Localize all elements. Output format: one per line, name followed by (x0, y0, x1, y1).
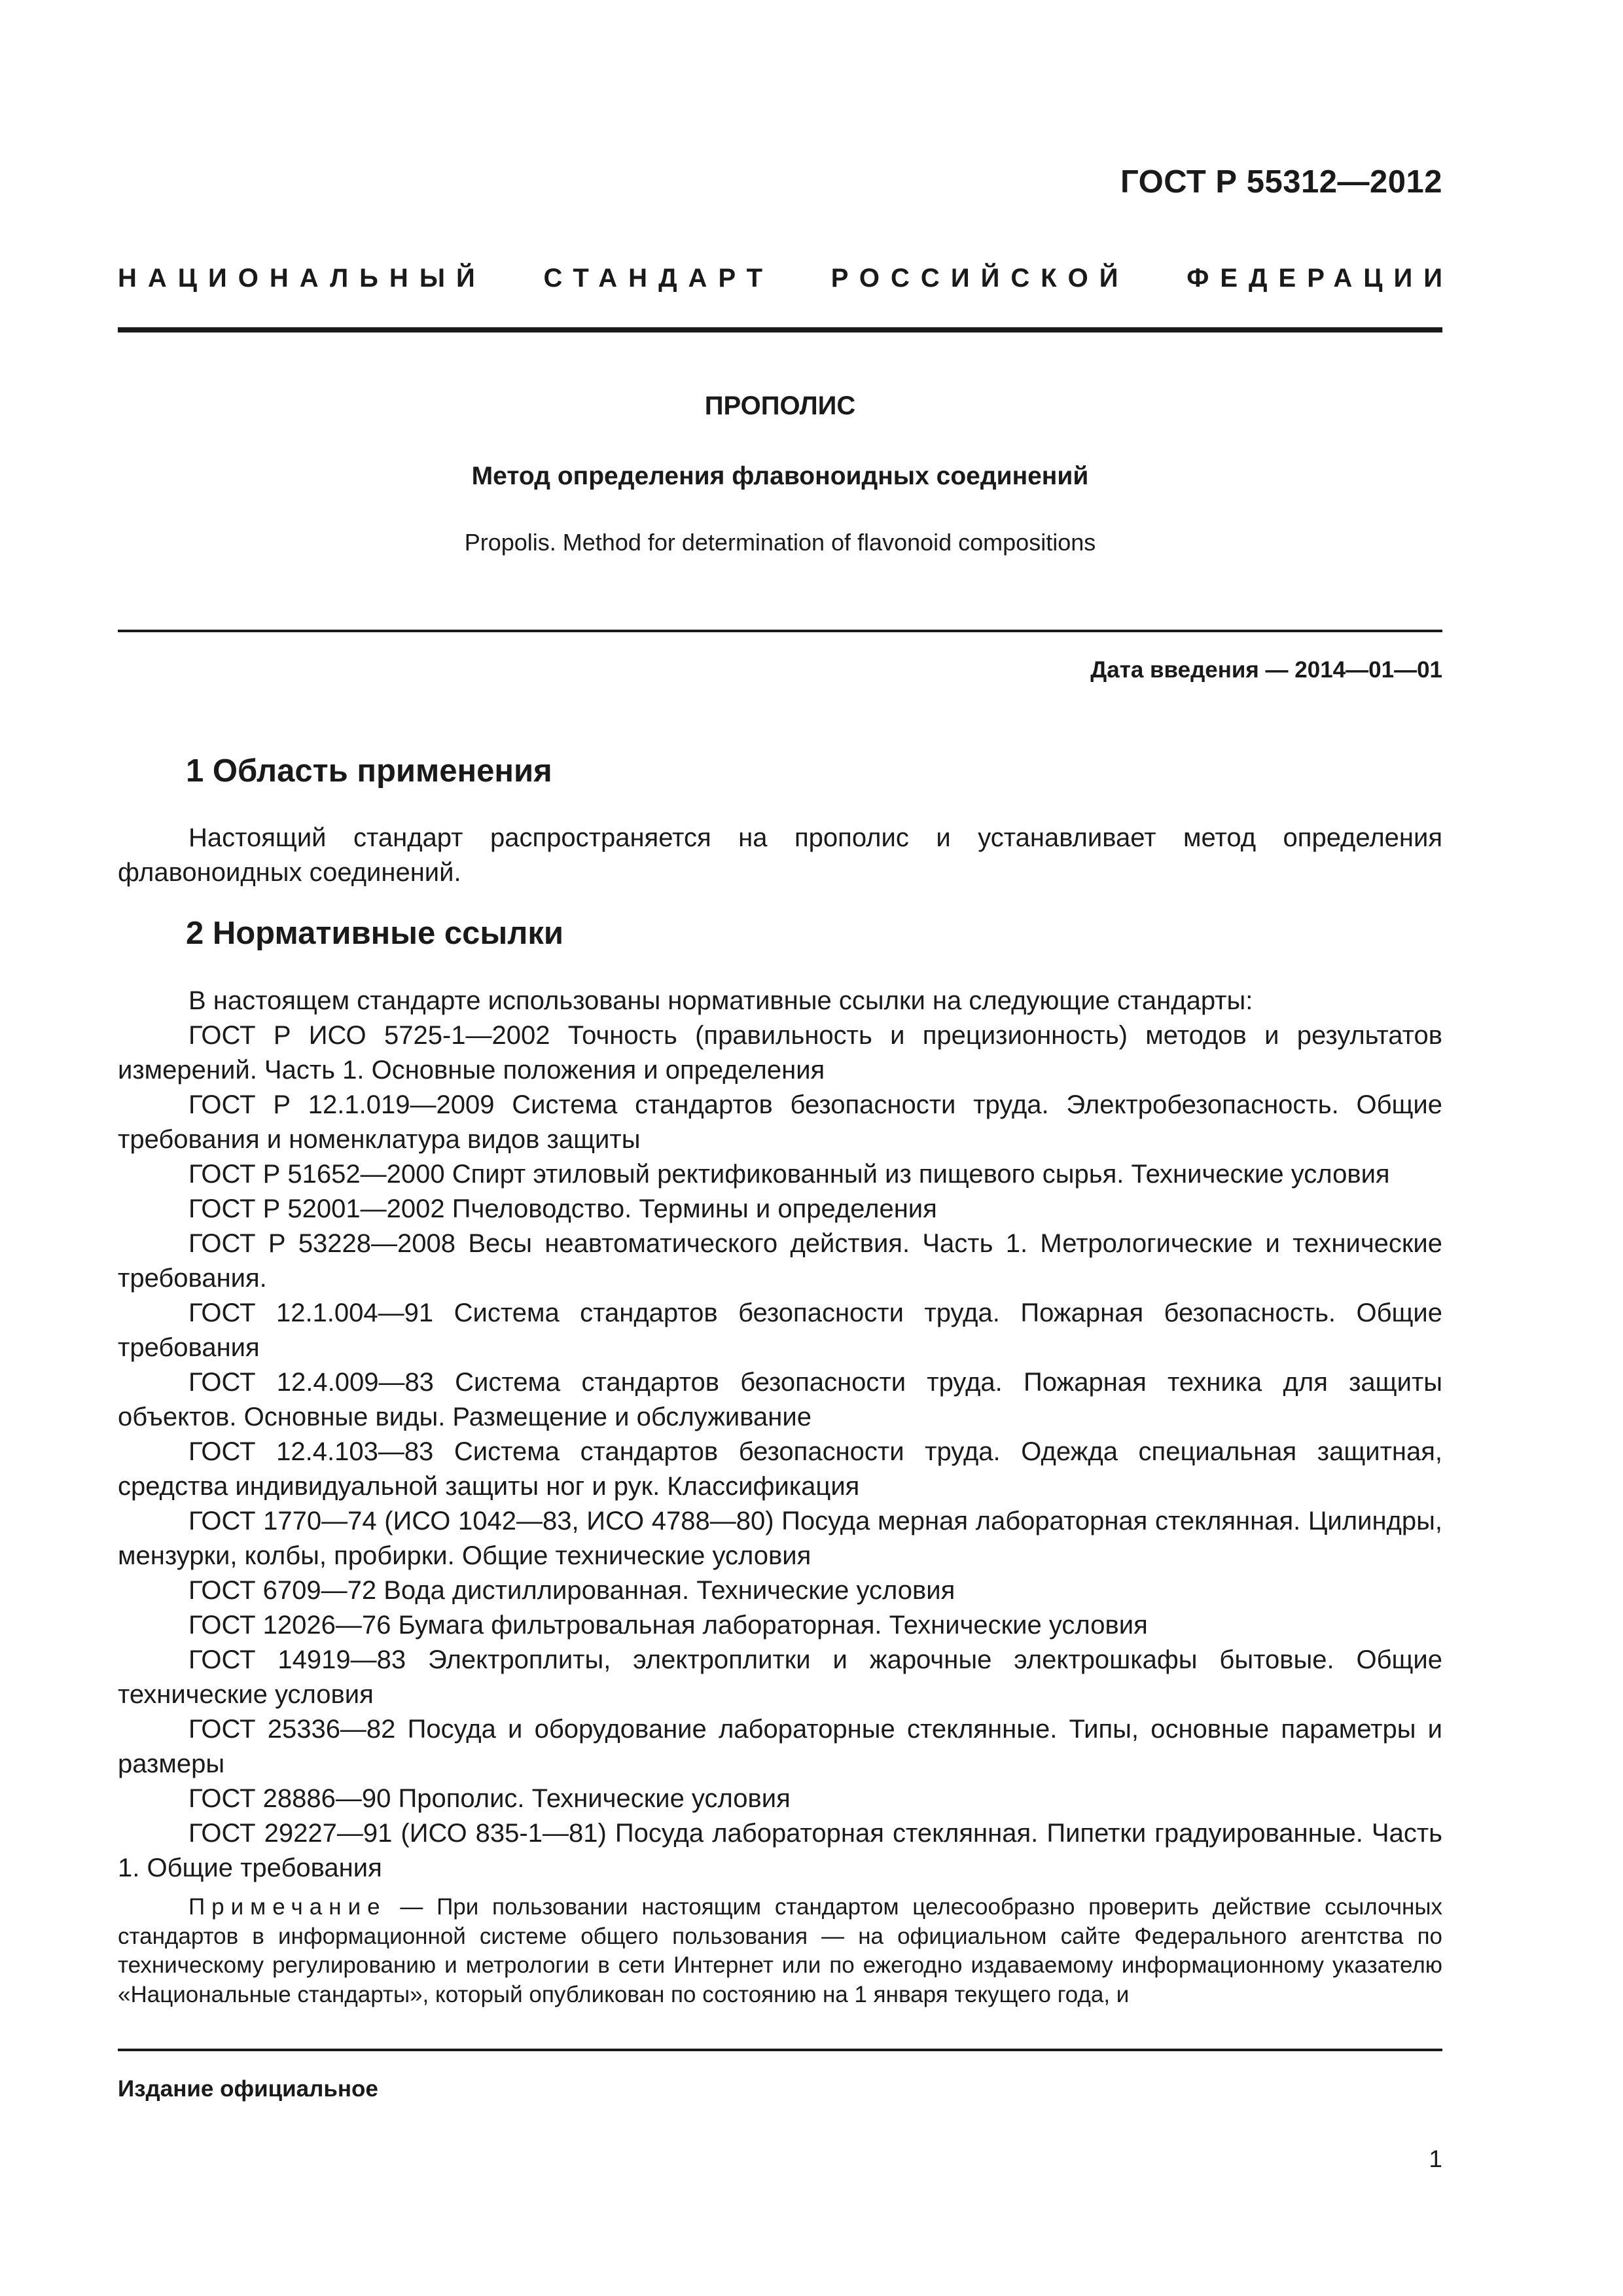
reference-item: ГОСТ 28886—90 Прополис. Технические условия (188, 1784, 791, 1813)
reference-item: ГОСТ Р ИСО 5725-1—2002 Точность (правильность и прецизионность) методов и результатов измерений. Часть 1. Основные положения и определения (118, 1021, 1442, 1085)
paragraph: Настоящий стандарт распространяется на прополис и устанавливает метод определения флавоноидных соединений. (118, 823, 1442, 887)
document-page (118, 0, 1454, 2296)
reference-item: ГОСТ Р 52001—2002 Пчеловодство. Термины и определения (188, 1194, 937, 1223)
document-subtitle: Метод определения флавоноидных соединений (471, 462, 1089, 490)
official-edition-label: Издание официальное (118, 2076, 378, 2102)
banner-word: РОССИЙСКОЙ (830, 264, 1130, 293)
banner-word: ФЕДЕРАЦИИ (1186, 264, 1454, 293)
reference-item: ГОСТ 12026—76 Бумага фильтровальная лабораторная. Технические условия (188, 1611, 1148, 1640)
section-heading-normative-references: 2 Нормативные ссылки (186, 916, 563, 951)
reference-item: ГОСТ Р 12.1.019—2009 Система стандартов безопасности труда. Электробезопасность. Общие требования и номенклатура видов защиты (118, 1090, 1442, 1154)
introduction-date: Дата введения — 2014—01—01 (1090, 657, 1442, 683)
reference-note (118, 1893, 1442, 2009)
reference-item: ГОСТ 12.4.103—83 Система стандартов безопасности труда. Одежда специальная защитная, средства индивидуальной защиты ног и рук. Классификация (118, 1437, 1442, 1501)
banner-word: НАЦИОНАЛЬНЫЙ (118, 264, 486, 293)
normative-references-list (118, 984, 1442, 1886)
document-code: ГОСТ Р 55312—2012 (1120, 164, 1442, 200)
title-divider (118, 630, 1442, 632)
reference-item: ГОСТ 25336—82 Посуда и оборудование лабораторные стеклянные. Типы, основные параметры и размеры (118, 1715, 1442, 1778)
page-number: 1 (1429, 2145, 1442, 2172)
note-label: Примечание (188, 1894, 387, 1920)
footer-divider (118, 2049, 1442, 2051)
reference-item: ГОСТ Р 51652—2000 Спирт этиловый ректификованный из пищевого сырья. Технические условия (188, 1160, 1390, 1189)
reference-item: ГОСТ 1770—74 (ИСО 1042—83, ИСО 4788—80) Посуда мерная лабораторная стеклянная. Цилиндры, мензурки, колбы, пробирки. Общие технические условия (118, 1507, 1442, 1570)
note-text: — При пользовании настоящим стандартом целесообразно проверить действие ссылочных стандартов в информационной системе общего пользования — на официальном сайте Федерального агентства по техническому регулированию и метрологии в сети Интернет или по ежегодно издаваемому информационному указателю «Национальные стандарты», который опубликован по состоянию на 1 января текущего года, и (118, 1894, 1442, 2007)
scope-text (118, 821, 1442, 890)
national-standard-banner (118, 264, 1454, 293)
reference-item: ГОСТ 29227—91 (ИСО 835-1—81) Посуда лабораторная стеклянная. Пипетки градуированные. Часть 1. Общие требования (118, 1819, 1442, 1882)
reference-item: ГОСТ 14919—83 Электроплиты, электроплитки и жарочные электрошкафы бытовые. Общие технические условия (118, 1645, 1442, 1709)
reference-item: ГОСТ 12.1.004—91 Система стандартов безопасности труда. Пожарная безопасность. Общие требования (118, 1299, 1442, 1362)
reference-item: ГОСТ 6709—72 Вода дистиллированная. Технические условия (188, 1576, 955, 1605)
document-title-english: Propolis. Method for determination of flavonoid compositions (464, 529, 1096, 556)
section-heading-scope: 1 Область применения (186, 753, 552, 789)
reference-intro: В настоящем стандарте использованы нормативные ссылки на следующие стандарты: (188, 986, 1253, 1015)
reference-item: ГОСТ 12.4.009—83 Система стандартов безопасности труда. Пожарная техника для защиты объектов. Основные виды. Размещение и обслуживание (118, 1368, 1442, 1431)
header-divider (118, 327, 1442, 332)
banner-word: СТАНДАРТ (543, 264, 774, 293)
document-title: ПРОПОЛИС (704, 391, 856, 420)
reference-item: ГОСТ Р 53228—2008 Весы неавтоматического действия. Часть 1. Метрологические и технические требования. (118, 1229, 1442, 1293)
